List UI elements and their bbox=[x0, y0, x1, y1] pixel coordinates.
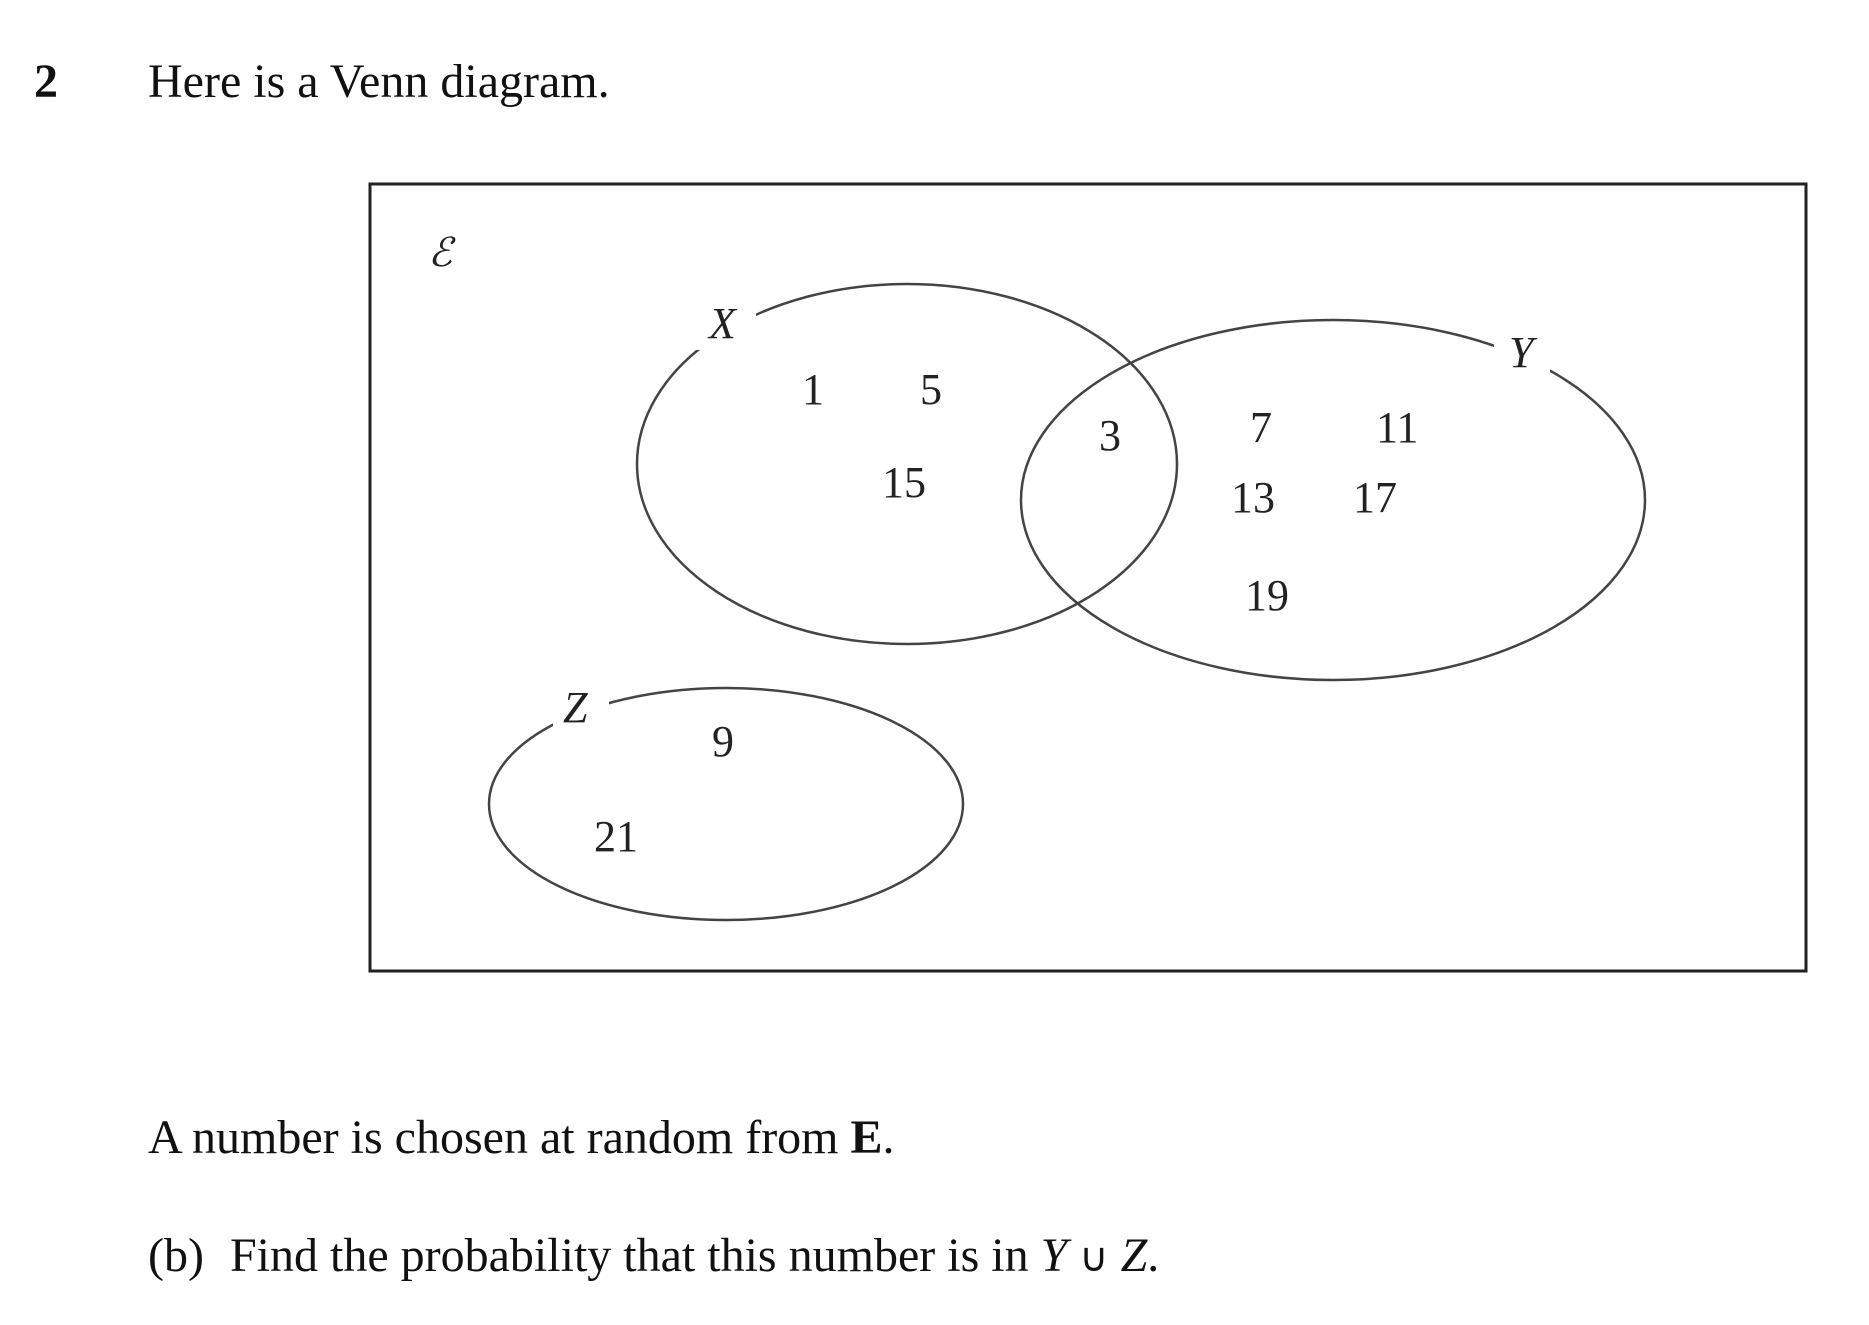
question-number: 2 bbox=[34, 55, 58, 108]
part-b-period: . bbox=[1147, 1229, 1160, 1282]
element-y-only: 7 bbox=[1250, 403, 1272, 452]
element-x-only: 5 bbox=[920, 365, 942, 414]
element-x-only: 15 bbox=[882, 458, 926, 507]
statement-text: A number is chosen at random from bbox=[148, 1111, 851, 1164]
union-symbol: ∪ bbox=[1079, 1235, 1109, 1281]
set-z-symbol: Z bbox=[1120, 1229, 1148, 1282]
set-y-label: Y bbox=[1509, 328, 1534, 377]
set-z-label: Z bbox=[563, 683, 588, 732]
element-y-only: 13 bbox=[1231, 473, 1275, 522]
question-part-b bbox=[148, 1226, 1159, 1288]
statement-period: . bbox=[882, 1111, 895, 1164]
element-z-only: 21 bbox=[594, 812, 638, 861]
part-b-text: Find the probability that this number is in bbox=[229, 1229, 1041, 1282]
universal-set-name: E bbox=[850, 1111, 883, 1164]
element-x-only: 1 bbox=[802, 365, 824, 414]
set-y-ellipse bbox=[1021, 320, 1645, 680]
element-y-only: 17 bbox=[1353, 473, 1397, 522]
universal-set-symbol: ℰ bbox=[428, 230, 453, 275]
element-y-only: 19 bbox=[1245, 571, 1289, 620]
universal-set-box bbox=[370, 184, 1806, 971]
element-x-and-y: 3 bbox=[1099, 411, 1121, 460]
set-y-symbol: Y bbox=[1040, 1229, 1068, 1282]
question-intro: Here is a Venn diagram. bbox=[148, 55, 610, 108]
element-y-only: 11 bbox=[1376, 403, 1419, 452]
random-choice-statement bbox=[148, 1108, 895, 1168]
part-label: (b) bbox=[148, 1229, 204, 1282]
set-x-label: X bbox=[709, 299, 736, 348]
element-z-only: 9 bbox=[712, 717, 734, 766]
